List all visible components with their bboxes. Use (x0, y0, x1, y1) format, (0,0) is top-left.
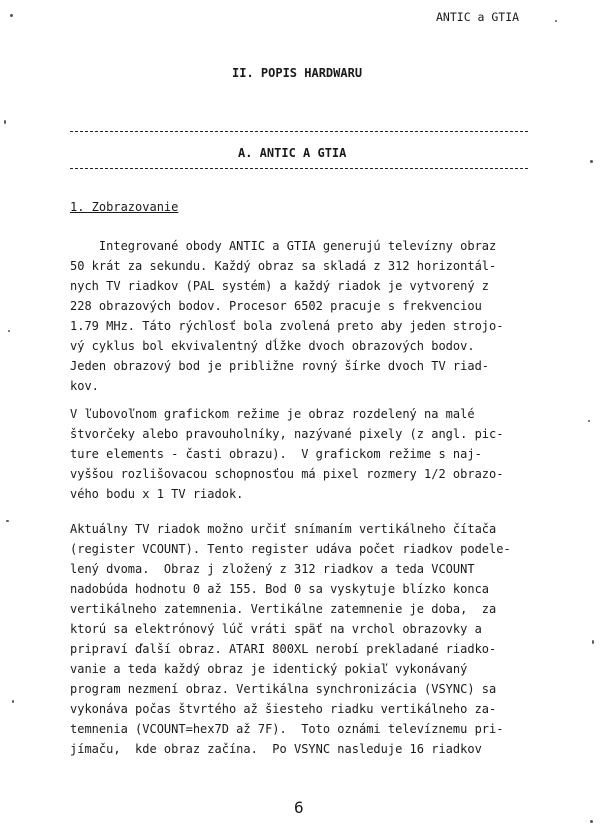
text-line: vertikálneho zatemnenia. Vertikálne zatemnenie je doba, za (70, 602, 497, 616)
text-line: V ľubovoľnom grafickom režime je obraz rozdelený na malé (70, 407, 475, 421)
running-header: ANTIC a GTIA (436, 10, 520, 24)
text-line: Integrované obody ANTIC a GTIA generujú televízny obraz (70, 239, 497, 253)
text-line: nadobúda hodnotu 0 až 155. Bod 0 sa vyskytuje blízko konca (70, 582, 490, 596)
text-line: lený dvoma. Obraz j zložený z 312 riadkov a teda VCOUNT (70, 562, 475, 576)
text-line: Jeden obrazový bod je približne rovný šírke dvoch TV riad- (70, 359, 490, 373)
scan-speck (4, 120, 6, 124)
page-number: 6 (294, 798, 304, 817)
text-line: (register VCOUNT). Tento register udáva počet riadkov podele- (70, 542, 511, 556)
scan-speck (555, 20, 557, 22)
text-line: 50 krát za sekundu. Každý obraz sa skladá z 312 horizontál- (70, 259, 497, 273)
text-line: temnenia (VCOUNT=hex7D až 7F). Toto oznámi televíznemu pri- (70, 722, 504, 736)
section-title: A. ANTIC A GTIA (238, 146, 347, 160)
text-line: štvorčeky alebo pravouholníky, nazývané pixely (z angl. pic- (70, 427, 504, 441)
text-line: pripraví ďalší obraz. ATARI 800XL nerobí prekladané riadko- (70, 642, 497, 656)
subsection-title: 1. Zobrazovanie (70, 200, 179, 214)
scan-speck (10, 14, 13, 17)
text-line: program nezmení obraz. Vertikálna synchronizácia (VSYNC) sa (70, 682, 497, 696)
text-line: vyššou rozlišovacou schopnosťou má pixel rozmery 1/2 obrazo- (70, 467, 504, 481)
scan-speck (6, 520, 9, 522)
scan-speck (8, 330, 10, 332)
paragraph-2 (70, 404, 503, 504)
text-line: Aktuálny TV riadok možno určiť snímaním vertikálneho čítača (70, 522, 497, 536)
text-line: vykonáva počas štvrtého až šiesteho riadku vertikálneho za- (70, 702, 497, 716)
dashed-rule-bottom (70, 168, 528, 169)
paragraph-3 (70, 519, 511, 759)
scan-speck (12, 700, 14, 703)
text-line: 1.79 MHz. Táto rýchlosť bola zvolená preto aby jeden strojo- (70, 319, 504, 333)
text-line: vého bodu x 1 TV riadok. (70, 487, 244, 501)
paragraph-1 (70, 236, 503, 396)
scan-speck (590, 160, 593, 163)
text-line: ktorú sa elektrónový lúč vráti späť na vrchol obrazovky a (70, 622, 482, 636)
scan-speck (590, 820, 593, 823)
dashed-rule-top (70, 131, 528, 132)
text-line: kov. (70, 379, 99, 393)
scan-speck (588, 420, 590, 422)
scan-speck (592, 640, 594, 644)
text-line: vý cyklus bol ekvivalentný dĺžke dvoch obrazových bodov. (70, 339, 475, 353)
text-line: 228 obrazových bodov. Procesor 6502 pracuje s frekvenciou (70, 299, 482, 313)
text-line: vanie a teda každý obraz je identický pokiaľ vykonávaný (70, 662, 468, 676)
text-line: ture elements - časti obrazu). V grafickom režime s naj- (70, 447, 482, 461)
text-line: jímaču, kde obraz začína. Po VSYNC nasleduje 16 riadkov (70, 742, 482, 756)
text-line: nych TV riadkov (PAL systém) a každý riadok je vytvorený z (70, 279, 490, 293)
chapter-title: II. POPIS HARDWARU (232, 66, 363, 80)
